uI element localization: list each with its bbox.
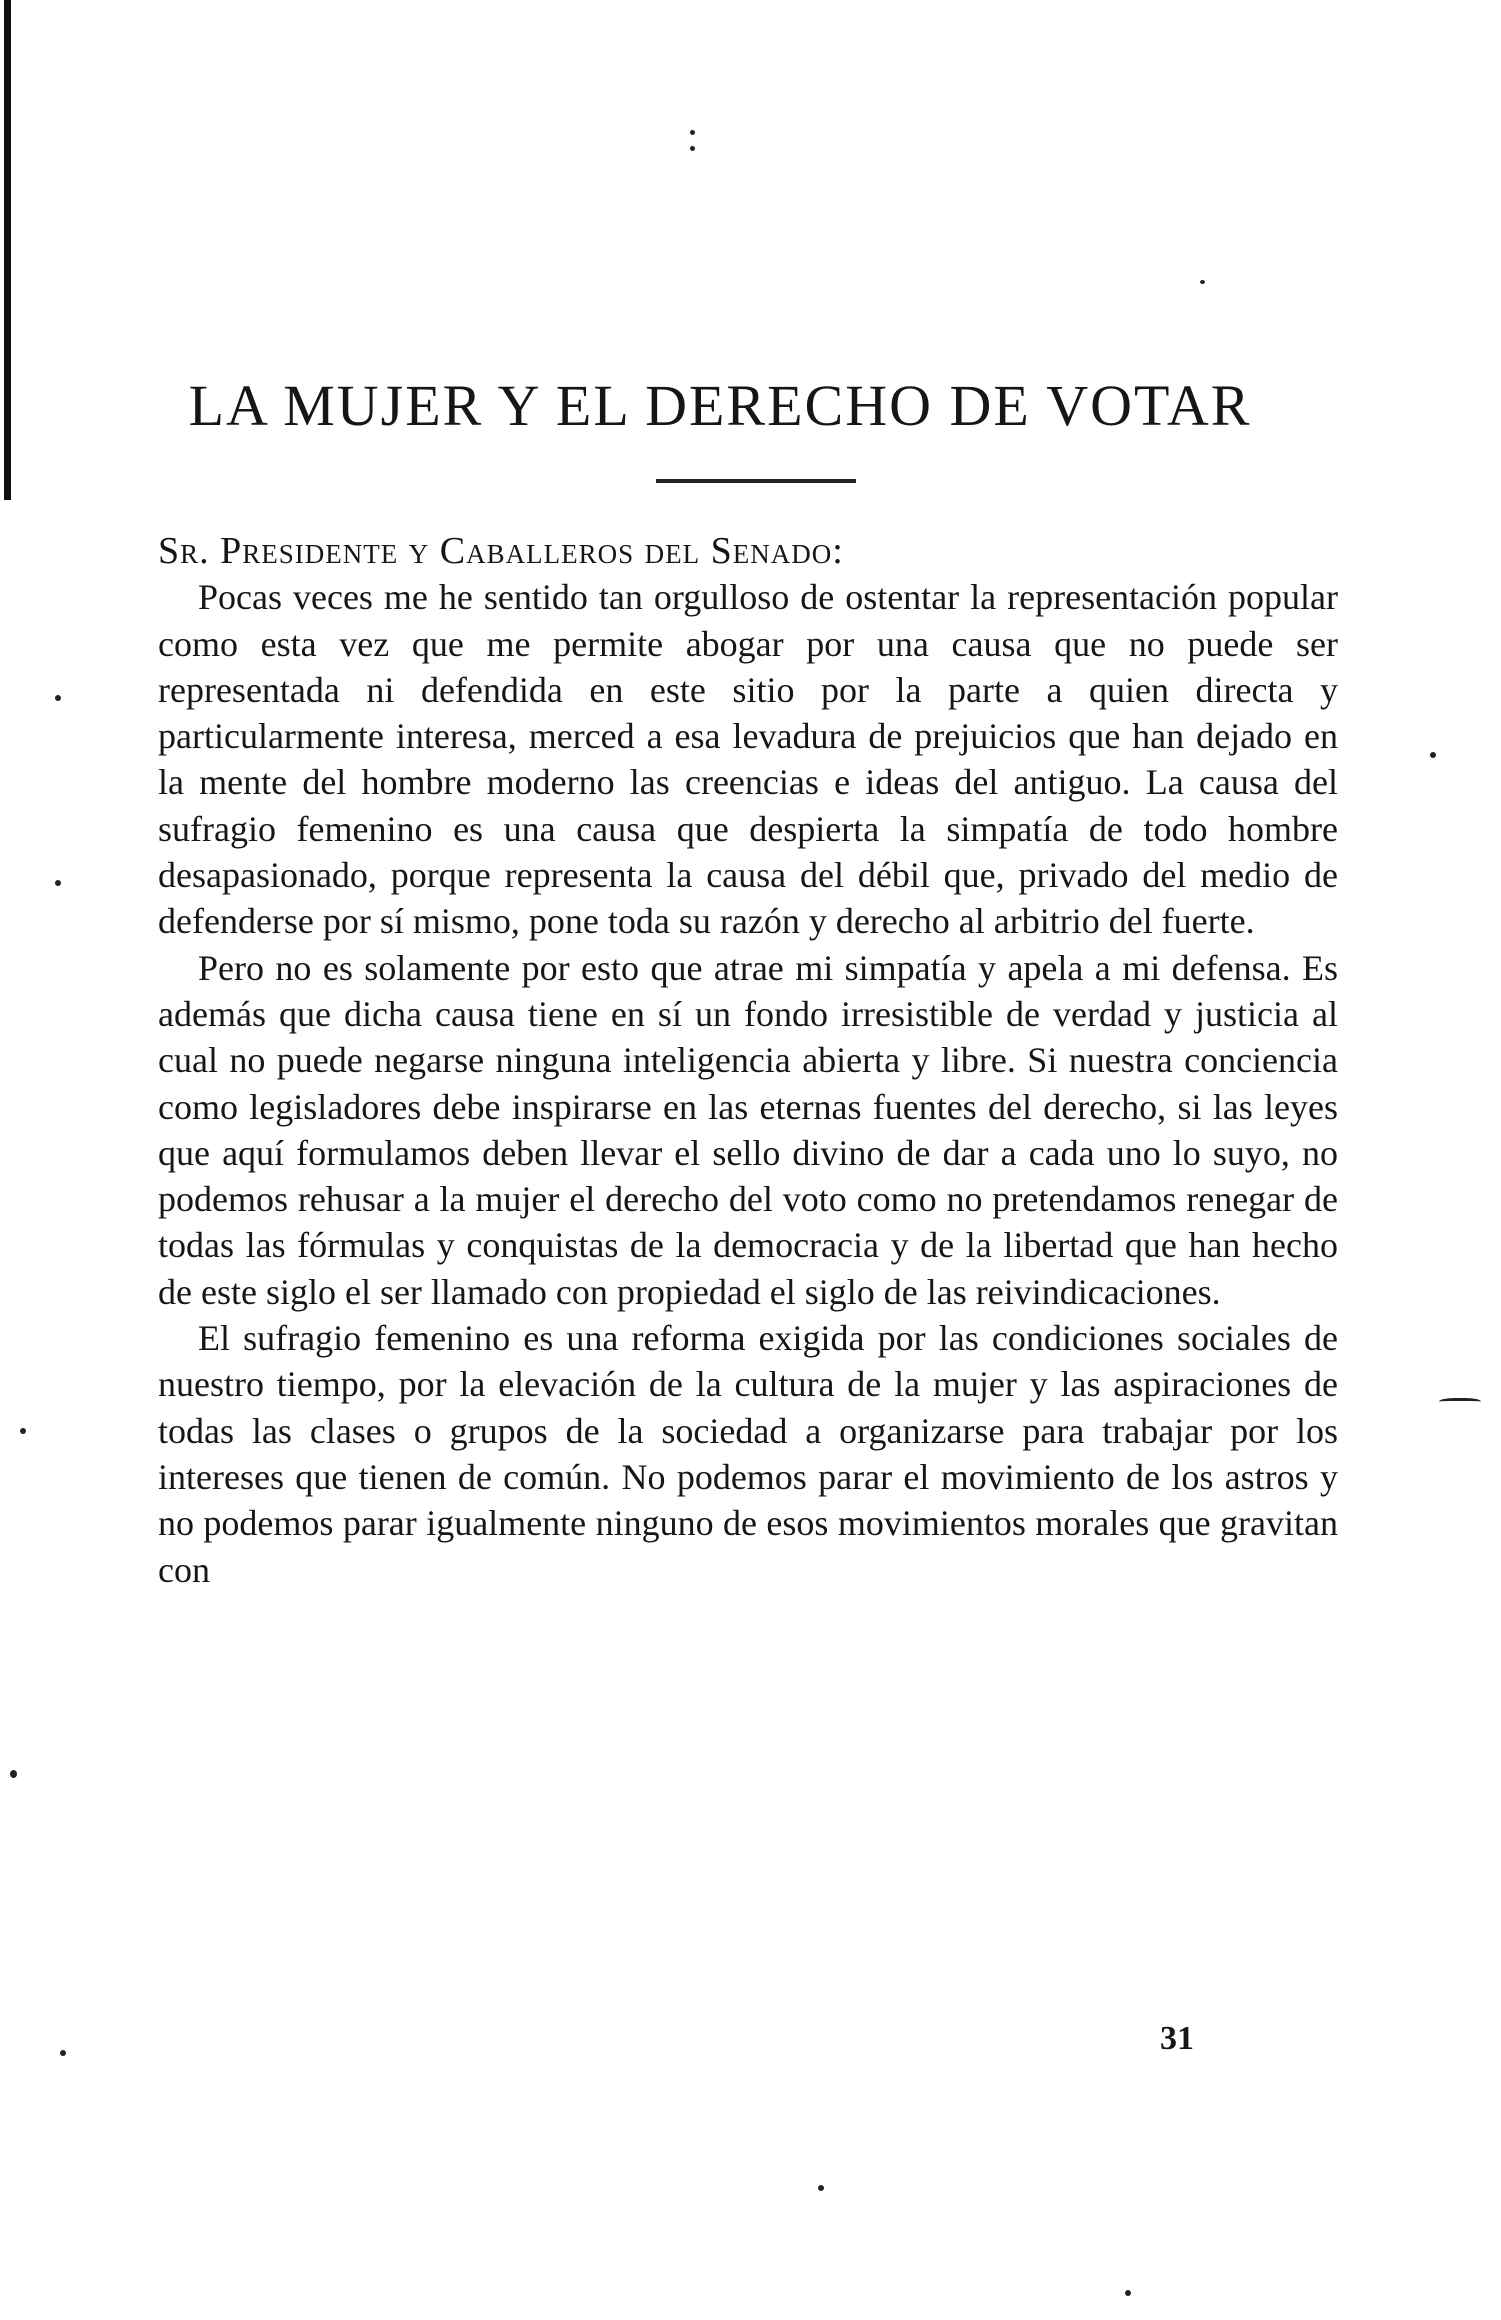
print-speck <box>1430 752 1436 758</box>
paragraph: El sufragio femenino es una reforma exigida por las condiciones sociales de nuestro tiempo, por la elevación de la cultura de la mujer y las aspiraciones de todas las clases o grupos de la sociedad a organizarse para trabajar por los intereses que tienen de común. No podemos parar el movimiento de los astros y no podemos parar igualmente ninguno de esos movimientos morales que gravitan con <box>158 1318 1338 1590</box>
print-speck <box>818 2185 824 2191</box>
page-edge-shadow <box>4 0 11 500</box>
print-speck <box>10 1770 17 1778</box>
print-speck <box>60 2050 66 2056</box>
print-speck <box>1200 280 1205 284</box>
paragraph: Pocas veces me he sentido tan orgulloso de ostentar la representación popular como esta vez que me permite abogar por una causa que no puede ser representada ni defendida en este sitio por la parte a quien directa y particularmente interesa, merced a esa levadura de prejuicios que han dejado en la mente del hombre moderno las creencias e ideas del antiguo. La causa del sufragio femenino es una causa que despierta la simpatía de todo hombre desapasionado, porque representa la causa del débil que, privado del medio de defenderse por sí mismo, pone toda su razón y derecho al arbitrio del fuerte. <box>158 577 1338 942</box>
print-speck <box>1125 2290 1131 2296</box>
print-speck <box>690 146 695 151</box>
print-speck <box>55 880 61 886</box>
margin-mark <box>1439 1398 1481 1407</box>
body-text <box>158 528 1338 1593</box>
print-speck <box>690 130 695 135</box>
print-speck <box>20 1428 26 1434</box>
print-speck <box>55 695 61 701</box>
page-number: 31 <box>1160 2020 1194 2057</box>
salutation: Sr. Presidente y Caballeros del Senado: <box>158 530 844 572</box>
title-divider <box>656 479 856 483</box>
paragraph: Pero no es solamente por esto que atrae mi simpatía y apela a mi defensa. Es además que dicha causa tiene en sí un fondo irresistible de verdad y justicia al cual no puede negarse ninguna inteligencia abierta y libre. Si nuestra conciencia como legisladores debe inspirarse en las eternas fuentes del derecho, si las leyes que aquí formulamos deben llevar el sello divino de dar a cada uno lo suyo, no podemos rehusar a la mujer el derecho del voto como no pretendamos renegar de todas las fórmulas y conquistas de la democracia y de la libertad que han hecho de este siglo el ser llamado con propiedad el siglo de las reivindicaciones. <box>158 947 1338 1312</box>
chapter-title: LA MUJER Y EL DERECHO DE VOTAR <box>188 373 1252 438</box>
